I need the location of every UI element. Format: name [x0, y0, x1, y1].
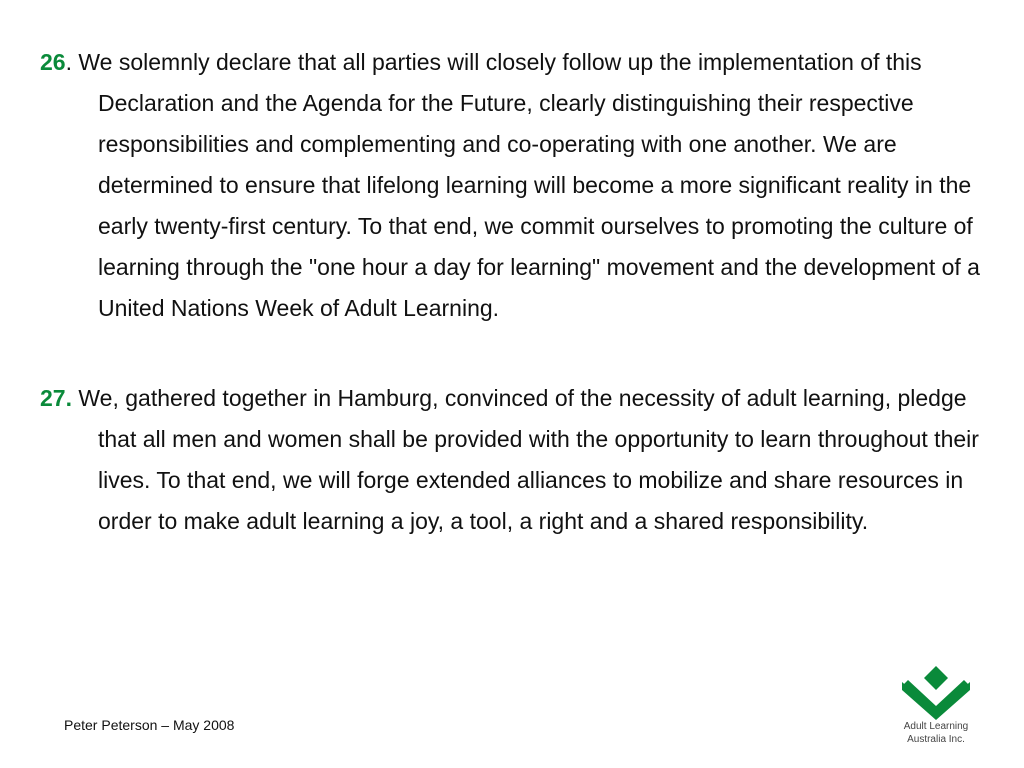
paragraph-27	[40, 378, 1000, 542]
paragraph-text: We, gathered together in Hamburg, convinced of the necessity of adult learning, pledge that all men and women shall be provided with the opportunity to learn throughout their lives. To that end, we will forge extended alliances to mobilize and share resources in order to make adult learning a joy, a tool, a right and a shared responsibility.	[71, 385, 979, 534]
logo-icon	[898, 664, 974, 720]
paragraph-26	[40, 42, 1000, 329]
logo-text-line2: Australia Inc.	[907, 734, 965, 745]
slide-body	[40, 42, 1000, 542]
organization-logo	[890, 664, 982, 746]
logo-text-line1: Adult Learning	[903, 721, 969, 732]
paragraph-number: 26	[40, 49, 66, 75]
logo-diamond	[924, 666, 948, 690]
footer-author-date: Peter Peterson – May 2008	[64, 717, 235, 733]
paragraph-text: We solemnly declare that all parties will closely follow up the implementation of this Declaration and the Agenda for the Future, clearly distinguishing their respective responsibilities and complementing and co-operating with one another. We are determined to ensure that lifelong learning will become a more significant reality in the early twenty-first century. To that end, we commit ourselves to promoting the culture of learning through the "one hour a day for learning" movement and the development of a United Nations Week of Adult Learning.	[71, 49, 980, 321]
paragraph-number: 27.	[40, 385, 72, 411]
paragraph-separator: .	[65, 49, 72, 75]
